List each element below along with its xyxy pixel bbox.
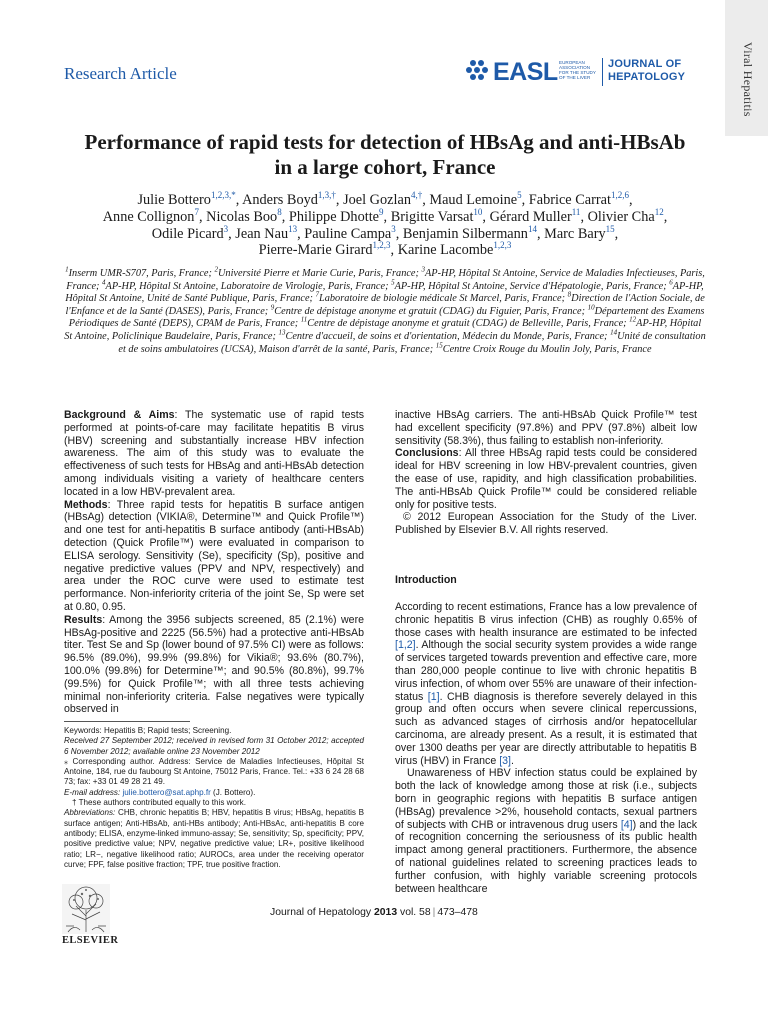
email-link[interactable]: julie.bottero@sat.aphp.fr (122, 787, 211, 797)
abstract-right-column (395, 409, 697, 537)
author-affiliation-marker[interactable]: 3 (391, 223, 396, 234)
author-name: Fabrice Carrat (528, 192, 611, 208)
background-label: Background & Aims (64, 409, 175, 421)
author-name: Marc Bary (544, 225, 606, 242)
abstract-background (64, 409, 364, 499)
abstract-conclusions (395, 447, 697, 511)
author-separator: , (521, 192, 529, 208)
author-affiliation-marker[interactable]: 4,† (410, 190, 423, 201)
footer-pages: 473–478 (437, 907, 478, 918)
author (588, 209, 668, 225)
author-name: Anders Boyd (242, 192, 318, 208)
affiliation-marker: 1 (65, 265, 69, 274)
article-title (40, 130, 730, 180)
email-label: E-mail address: (64, 787, 121, 797)
author-separator: , (281, 208, 289, 225)
author-name: Anne Collignon (102, 208, 195, 225)
corresponding-author: ⁎ Corresponding author. Address: Service de Maladies Infectieuses, Hôpital St Antoine, 184, rue du faubourg St Antoine, 75012 Paris, France. Tel.: +33 6 24 28 68 73; fax: +33 01 49 28 21 49. (64, 756, 364, 787)
affiliation-text: Inserm UMR-S707, Paris, France; (68, 268, 215, 279)
logo-journal-line2: HEPATOLOGY (608, 71, 686, 83)
author-name: Benjamin Silbermann (402, 225, 528, 242)
affiliation-text: Université Pierre et Marie Curie, Paris, France; (217, 268, 422, 279)
author-name: Maud Lemoine (429, 192, 518, 208)
author-list (40, 192, 730, 259)
author-separator: , (228, 225, 236, 242)
affiliation-marker: 8 (567, 290, 572, 299)
affiliation-text: AP-HP, Hôpital St Antoine, Unité de Santé Publique, Paris, France; (65, 280, 704, 305)
affiliation-text: Centre d'accueil, de soins et d'orientation, Médecin du Monde, Paris, France; (285, 330, 611, 342)
logo-subtitle: EUROPEAN ASSOCIATION FOR THE STUDY OF THE LIVER (559, 60, 596, 80)
intro-p2-text-b: ) and the lack of recognition concerning the seriousness of its public health impact among general practitioners. Furthermore, the absence of national guidelines related to screening practices leads to further confusion, with highly variable screening protocols between healthcare (395, 818, 697, 895)
author-name: Odile Picard (151, 225, 224, 242)
author-name: Joel Gozlan (343, 192, 411, 208)
abbreviations (64, 808, 364, 870)
conclusions-text: : All three HBsAg rapid tests could be considered ideal for HBV screening in low HBV-prevalent countries, given the ease of use, rapidity, and high classification probabilities. The anti-HBsAb Quick Profile™ could be considered reliable only for positive tests. (395, 447, 697, 511)
author (259, 242, 398, 258)
author (137, 192, 242, 208)
logo-easl: EASL (493, 58, 558, 86)
introduction-body (395, 601, 697, 895)
affiliation-text: Laboratoire de biologie médicale St Marcel, Paris, France; (319, 293, 568, 305)
footer-separator: | (432, 907, 436, 918)
affiliation-marker: 6 (669, 278, 673, 287)
background-text: : The systematic use of rapid tests performed at points-of-care may facilitate hepatitis B virus (HBV) screening and substantially increase HBV infection awareness. The aim of this study was to evaluate the effectiveness of such tests for HBsAg and anti-HBsAb detection among individuals visiting a variety of healthcare centers located in a low HBV-prevalent area. (64, 409, 365, 498)
footer-volume: vol. 58 (400, 907, 431, 918)
author-name: Gérard Muller (489, 208, 572, 225)
author-separator: , (390, 242, 398, 259)
author-affiliation-marker[interactable]: 1,2,3 (493, 240, 512, 251)
intro-paragraph-2 (395, 767, 697, 895)
author (206, 209, 289, 225)
author-name: Philippe Dhotte (288, 208, 380, 225)
author (529, 192, 633, 208)
results-label: Results (64, 613, 103, 626)
author-separator: , (580, 208, 588, 225)
email-line (64, 788, 364, 798)
methods-label: Methods (64, 498, 108, 511)
author (429, 192, 528, 208)
author (242, 192, 343, 208)
author (391, 209, 490, 225)
journal-logo (466, 56, 696, 92)
affiliation-text: AP-HP, Hôpital St Antoine, Service d'Hépatologie, Paris, France; (394, 280, 670, 292)
author-affiliation-marker[interactable]: 15 (605, 223, 615, 234)
affiliation-marker: 11 (300, 315, 308, 324)
affiliations (64, 265, 706, 356)
affiliation-marker: 5 (391, 278, 395, 287)
affiliation-marker: 3 (421, 265, 425, 274)
affiliation-marker: 15 (435, 341, 443, 350)
author-name: Jean Nau (235, 225, 289, 242)
author (343, 192, 429, 208)
intro-p1-text-c: . CHB diagnosis is therefore severely delayed in this group and often occurs when severe clinical repercussions, such as advanced stages of cirrhosis and/or hepatocellular carcinoma, are already present. As a result, it is estimated that over 1300 deaths per year are directly attributable to hepatitis B virus (HBV) in France (395, 690, 697, 767)
abbreviations-label: Abbreviations: (64, 808, 116, 818)
author-affiliation-marker[interactable]: 9 (379, 207, 384, 218)
elsevier-tree-icon (62, 884, 110, 934)
intro-p1-text-b: . Although the social security system provides a wide range of services targeted towards prevention and effective care, more than 280,000 people continue to live with chronic hepatitis B virus infection, of whom over 55% are unaware of their infection-status (395, 639, 697, 703)
author (544, 223, 619, 242)
footnote-rule (64, 721, 190, 722)
affiliation-text: Centre de dépistage anonyme et gratuit (CDAG) du Figuier, Paris, France; (274, 305, 588, 317)
author (402, 223, 545, 242)
publisher-name: ELSEVIER (62, 935, 119, 946)
footer-year: 2013 (373, 907, 398, 918)
affiliation-text: AP-HP, Hôpital St Antoine, Laboratoire de Virologie, Paris, France; (105, 280, 392, 292)
email-tail: (J. Bottero). (210, 787, 256, 797)
intro-p2-text-a: Unawareness of HBV infection status could be explained by both the lack of knowledge among those at risk (i.e., subjects born in geographic regions with hepatitis B surface antigen (HBsAg) prevalence >2%, household contacts, sexual partners of subjects with CHB or intravenous drug users (395, 767, 697, 831)
title-line-2: in a large cohort, France (274, 155, 496, 179)
affiliation-text: Unité de consultation et de soins ambulatoires (UCSA), Maison d'arrêt de la santé, Paris, France; (118, 330, 706, 355)
affiliation-text: Centre de dépistage anonyme et gratuit (CDAG) de Belleville, Paris, France; (307, 318, 630, 330)
author-name: Olivier Cha (587, 208, 655, 225)
author-separator: , (335, 192, 344, 208)
received-dates: Received 27 September 2012; received in revised form 31 October 2012; accepted 6 November 2012; available online 23 November 2012 (64, 736, 364, 756)
affiliation-marker: 4 (102, 278, 106, 287)
affiliation-text: Centre Croix Rouge du Moulin Joly, Paris, France (442, 343, 652, 355)
introduction-heading: Introduction (395, 574, 457, 586)
author-name: Pierre-Marie Girard (258, 242, 373, 259)
author-affiliation-marker[interactable]: 10 (473, 207, 483, 218)
author-affiliation-marker[interactable]: 14 (527, 223, 537, 234)
author-affiliation-marker[interactable]: 5 (517, 190, 522, 201)
abstract-left-column (64, 409, 364, 716)
author (490, 209, 588, 225)
citation-link[interactable]: [3] (499, 754, 511, 767)
affiliation-marker: 2 (214, 265, 218, 274)
author-affiliation-marker[interactable]: 11 (571, 207, 581, 218)
author (398, 242, 512, 258)
logo-divider (602, 58, 603, 86)
methods-text: : Three rapid tests for hepatitis B surface antigen (HBsAg) detection (VIKIA®, Determine™ and Quick Profile™) and one test for anti-hepatitis B surface antibody (anti-HBsAb) detection (Quick Profile™) were evaluated in comparison to ELISA serology. Sensitivity (Se), specificity (Sp), positive and negative predictive values (PPV and NPV, respectively) and area under the ROC curve were used to estimate test performance. Non-inferiority criteria of the joint Se, Sp were set at 0.80, 0.95. (64, 498, 364, 613)
author-affiliation-marker[interactable]: 13 (288, 223, 298, 234)
author-affiliation-marker[interactable]: 1,2,3,* (210, 190, 236, 201)
conclusions-label: Conclusions (395, 447, 459, 460)
affiliation-marker: 13 (278, 328, 286, 337)
abbreviations-text: CHB, chronic hepatitis B; HBV, hepatitis B virus; HBsAg, hepatitis B surface antigen; Anti-HBsAb, anti-HBs antibody; Anti-HBsAc, anti-hepatitis B core antibody; ELISA, enzyme-linked immuno-assay; Se, sensitivity; Sp, specificity; PPV, positive predictive value; NPV, negative predictive value; LR+, positive likelihood ratio; LR−, negative likelihood ratio; AUROCs, area under the receiving operator curve; FPF, false positive fraction; TPF, true positive fraction. (64, 808, 364, 869)
affiliation-marker: 14 (610, 328, 618, 337)
affiliation-marker: 7 (315, 290, 320, 299)
author-affiliation-marker[interactable]: 12 (654, 207, 664, 218)
author-separator: , (383, 208, 391, 225)
author-separator: , (198, 208, 207, 225)
author-name: Brigitte Varsat (390, 208, 474, 225)
affiliation-text: AP-HP, Hôpital St Antoine, Policlinique Baudelaire, Paris, France; (64, 318, 702, 342)
intro-p1-text-a: According to recent estimations, France has a low prevalence of chronic hepatitis B virus infection (CHB) as roughly 0.65% of those cases with health insurance are estimated to be infected (395, 601, 697, 639)
author-separator: , (482, 208, 490, 225)
affiliation-text: Direction de l'Action Sociale, de l'Enfance et de la Santé (DASES), Paris, France; (65, 293, 705, 317)
abstract-methods (64, 499, 364, 614)
citation-link[interactable]: [4] (620, 818, 633, 831)
author-affiliation-marker[interactable]: 1,2,3 (372, 240, 391, 251)
citation-link[interactable]: [1] (427, 690, 440, 703)
author-separator: , (663, 208, 668, 225)
title-line-1: Performance of rapid tests for detection of HBsAg and anti-HBsAb (84, 130, 686, 154)
intro-paragraph-1 (395, 601, 697, 767)
side-tab-label: Viral Hepatitis (741, 42, 755, 117)
author-affiliation-marker[interactable]: 3 (223, 223, 229, 234)
author-affiliation-marker[interactable]: 1,2,6 (610, 190, 629, 201)
author (289, 209, 391, 225)
author-separator: , (297, 225, 305, 242)
author-name: Pauline Campa (304, 225, 392, 242)
author-separator: , (395, 225, 403, 242)
author-name: Karine Lacombe (397, 242, 494, 259)
footer-journal: Journal of Hepatology (270, 907, 372, 918)
author-name: Nicolas Boo (206, 208, 278, 225)
logo-journal-line1: JOURNAL OF (608, 58, 682, 70)
journal-footer (270, 907, 570, 918)
author-separator: , (422, 192, 430, 208)
footnotes (64, 726, 364, 870)
keywords: Keywords: Hepatitis B; Rapid tests; Screening. (64, 726, 232, 735)
author-separator: , (614, 225, 619, 242)
easl-dots-icon (466, 58, 492, 84)
results-text: : Among the 3956 subjects screened, 85 (2.1%) were HBsAg-positive and 2225 (56.5%) had a protective anti-HBsAb titer. Test Se and Sp (lower bound of 97.5% CI) were as follows: 96.5% (89.0%), 99.9% (99.8%) for Vikia®; 93.6% (80.7%), 100.0% (99.8%) for Determine™; and 90.5% (80.8%), 99.7% (99.5%) for Quick Profile™; with all three tests achieving minimal non-inferiority criteria. False negatives were typically observed in (64, 613, 364, 716)
affiliation-marker: 9 (270, 303, 275, 312)
author-affiliation-marker[interactable]: 1,3,† (317, 190, 336, 201)
affiliation-text: AP-HP, Hôpital St Antoine, Service de Maladies Infectieuses, Paris, France; (66, 268, 705, 292)
citation-link[interactable]: [1,2] (395, 639, 416, 652)
author-affiliation-marker[interactable]: 8 (277, 207, 282, 218)
abstract-results (64, 614, 364, 716)
section-label: Research Article (64, 64, 177, 83)
author (103, 209, 206, 225)
logo-journal (608, 58, 685, 84)
author (304, 223, 403, 242)
author-separator: , (235, 192, 243, 208)
equal-contribution: † These authors contributed equally to this work. (72, 798, 246, 808)
intro-p1-text-d: . (510, 754, 514, 767)
affiliation-text: Département des Examens Périodiques de Santé (DEPS), CPAM de Paris, France; (68, 305, 705, 330)
author-affiliation-marker[interactable]: 7 (194, 207, 199, 218)
author (151, 223, 236, 242)
abstract-results-continued: inactive HBsAg carriers. The anti-HBsAb Quick Profile™ test had excellent specificity (97.8%) and PPV (97.8%) albeit low sensitivity (58.3%), thus failing to establish non-inferiority. (395, 409, 697, 447)
author-separator: , (536, 225, 545, 242)
abstract-copyright: © 2012 European Association for the Study of the Liver. Published by Elsevier B.V. All rights reserved. (395, 511, 697, 537)
affiliation-marker: 12 (629, 315, 637, 324)
author-separator: , (628, 192, 633, 208)
author (235, 223, 305, 242)
affiliation-marker: 10 (587, 303, 595, 312)
author-name: Julie Bottero (137, 192, 211, 208)
